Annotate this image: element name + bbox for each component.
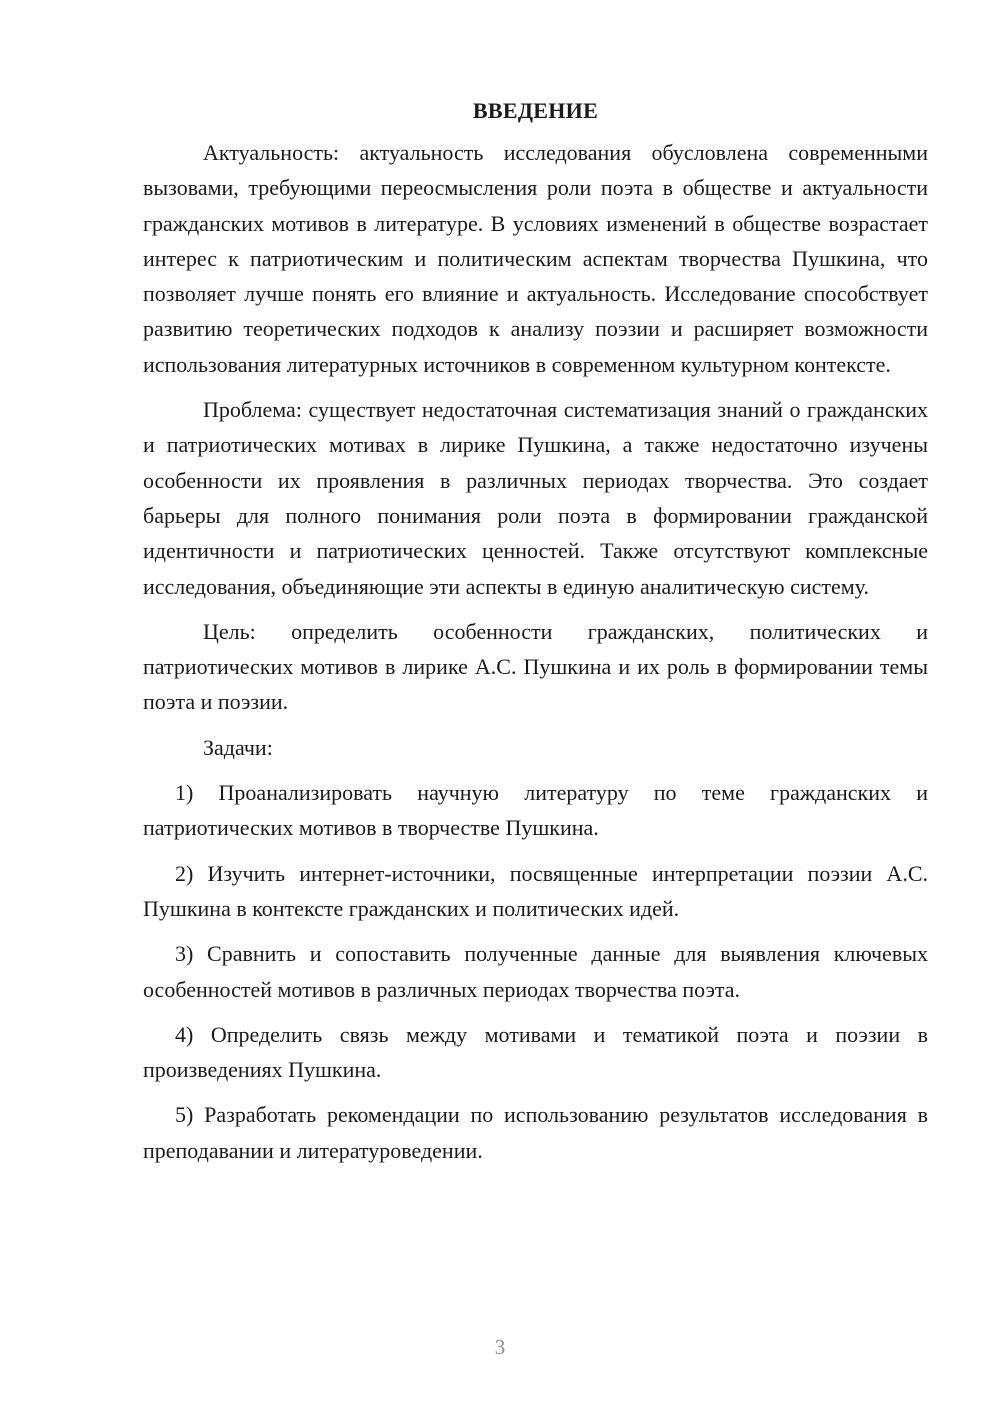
task-list <box>143 775 928 1168</box>
task-item: 1) Проанализировать научную литературу по теме гражданских и патриотических мотивов в творчестве Пушкина. <box>143 780 928 841</box>
task-item: 3) Сравнить и сопоставить полученные данные для выявления ключевых особенностей мотивов в различных периодах творчества поэта. <box>143 941 928 1002</box>
page-number: 3 <box>494 1335 506 1359</box>
task-item: 5) Разработать рекомендации по использованию результатов исследования в преподавании и литературоведении. <box>143 1102 928 1163</box>
task-item: 2) Изучить интернет-источники, посвященные интерпретации поэзии А.С. Пушкина в контексте гражданских и политических идей. <box>143 860 928 921</box>
relevance-paragraph: Актуальность: актуальность исследования обусловлена современными вызовами, требующими переосмысления роли поэта в обществе и актуальности гражданских мотивов в литературе. В условиях изменений в обществе возрастает интерес к патриотическим и политическим аспектам творчества Пушкина, что позволяет лучше понять его влияние и актуальность. Исследование способствует развитию теоретических подходов к анализу поэзии и расширяет возможности использования литературных источников в современном культурном контексте. <box>143 140 928 377</box>
tasks-heading: Задачи: <box>203 734 273 760</box>
page-content <box>143 92 928 1178</box>
task-item: 4) Определить связь между мотивами и тематикой поэта и поэзии в произведениях Пушкина. <box>143 1021 928 1083</box>
goal-paragraph: Цель: определить особенности гражданских, политических и патриотических мотивов в лирике А.С. Пушкина и их роль в формировании темы поэта и поэзии. <box>143 618 928 715</box>
problem-paragraph: Проблема: существует недостаточная систематизация знаний о гражданских и патриотических мотивах в лирике Пушкина, а также недостаточно изучены особенности их проявления в различных периодах творчества. Это создает барьеры для полного понимания роли поэта в формировании гражданской идентичности и патриотических ценностей. Также отсутствуют комплексные исследования, объединяющие эти аспекты в единую аналитическую систему. <box>143 397 928 599</box>
page-title: ВВЕДЕНИЕ <box>472 98 599 123</box>
